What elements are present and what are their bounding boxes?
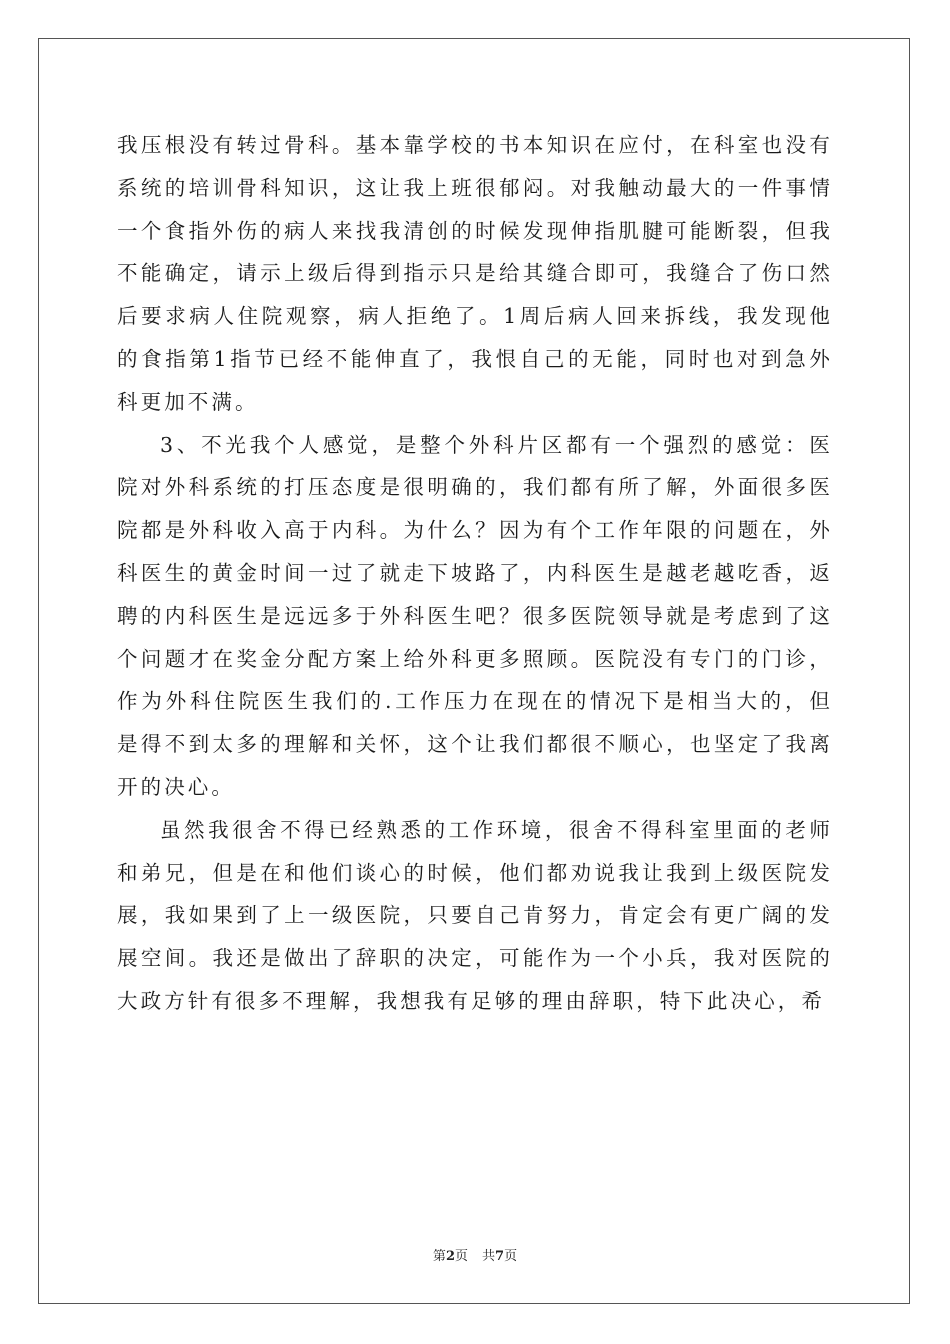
total-suffix: 页 — [504, 1249, 518, 1264]
page-prefix: 第 — [432, 1249, 446, 1264]
total-pages: 7 — [495, 1249, 505, 1264]
page-suffix: 页 — [454, 1249, 468, 1264]
paragraph-2: 3、不光我个人感觉，是整个外科片区都有一个强烈的感觉：医院对外科系统的打压态度是很明确的，我们都有所了解，外面很多医院都是外科收入高于内科。为什么？因为有个工作年限的问题在，外科医生的黄金时间一过了就走下坡路了，内科医生是越老越吃香，返聘的内科医生是远远多于外科医生吧？很多医院领导就是考虑到了这个问题才在奖金分配方案上给外科更多照顾。医院没有专门的门诊，作为外科住院医生我们的.工作压力在现在的情况下是相当大的，但是得不到太多的理解和关怀，这个让我们都很不顺心，也坚定了我离开的决心。 — [117, 432, 833, 799]
document-body — [117, 124, 833, 1023]
page-footer — [0, 1245, 950, 1264]
total-prefix: 共 — [482, 1249, 496, 1264]
paragraph-3: 虽然我很舍不得已经熟悉的工作环境，很舍不得科室里面的老师和弟兄，但是在和他们谈心的时候，他们都劝说我让我到上级医院发展，我如果到了上一级医院，只要自己肯努力，肯定会有更广阔的发展空间。我还是做出了辞职的决定，可能作为一个小兵，我对医院的大政方针有很多不理解，我想我有足够的理由辞职，特下此决心，希 — [117, 817, 833, 1013]
page-number: 2 — [445, 1249, 455, 1264]
paragraph-1: 我压根没有转过骨科。基本靠学校的书本知识在应付，在科室也没有系统的培训骨科知识，这让我上班很郁闷。对我触动最大的一件事情一个食指外伤的病人来找我清创的时候发现伸指肌腱可能断裂，但我不能确定，请示上级后得到指示只是给其缝合即可，我缝合了伤口然后要求病人住院观察，病人拒绝了。1周后病人回来拆线，我发现他的食指第1指节已经不能伸直了，我恨自己的无能，同时也对到急外科更加不满。 — [117, 133, 833, 414]
